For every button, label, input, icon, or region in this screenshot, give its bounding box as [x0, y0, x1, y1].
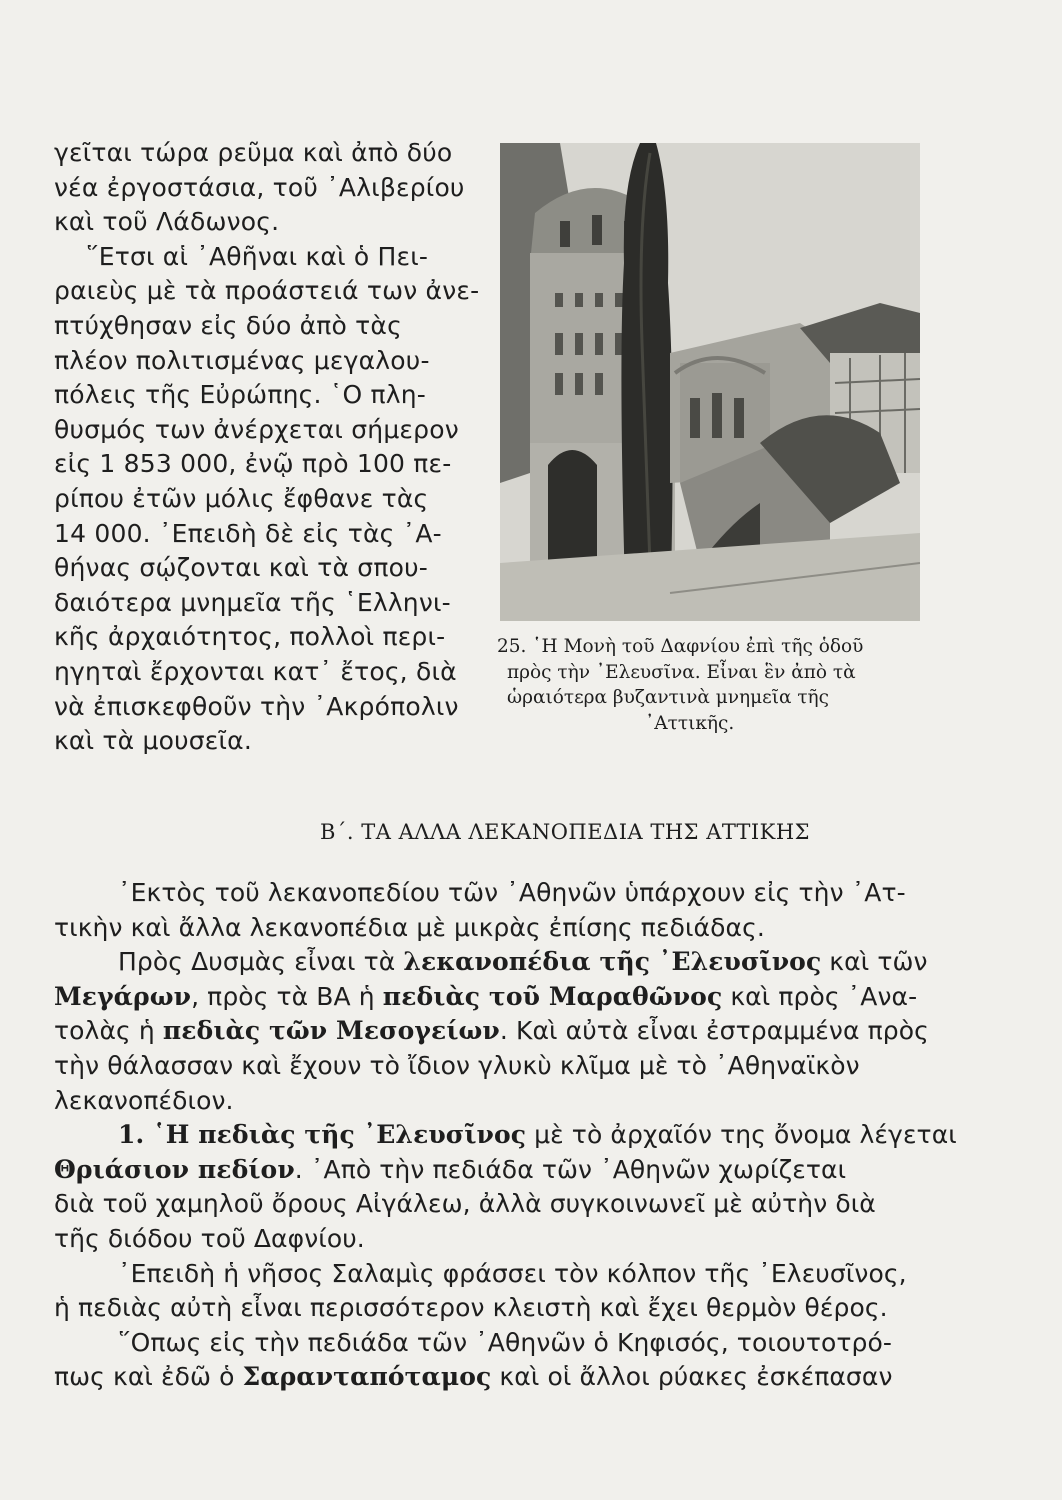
text-run: πως καὶ ἐδῶ ὁ: [54, 1362, 243, 1392]
paragraph-line: [54, 1014, 929, 1049]
bold-term: λεκανοπέδια τῆς ᾿Ελευσῖνος: [403, 947, 822, 977]
text-line: πτύχθησαν εἰς δύο ἀπὸ τὰς: [54, 310, 402, 340]
text-line: ῞Ετσι αἱ ᾿Αθῆναι καὶ ὁ Πει-: [86, 241, 429, 271]
text-line: διὰ τοῦ χαμηλοῦ ὄρους Αἰγάλεω, ἀλλὰ συγκοινωνεῖ μὲ αὐτὴν διὰ: [54, 1189, 876, 1219]
text-line: πλέον πολιτισμένας μεγαλου-: [54, 345, 430, 375]
text-line: εἰς 1 853 000, ἐνῷ πρὸ 100 πε-: [54, 449, 452, 479]
text-run: καὶ οἱ ἄλλοι ρύακες ἐσκέπασαν: [491, 1362, 893, 1392]
caption-line: πρὸς τὴν ᾿Ελευσῖνα. Εἶναι ἓν ἀπὸ τὰ: [507, 661, 856, 683]
text-line: θήνας σῴζονται καὶ τὰ σπου-: [54, 553, 428, 583]
caption-line: ὡραιότερα βυζαντινὰ μνημεῖα τῆς: [507, 687, 829, 708]
paragraph-line: [114, 1118, 957, 1153]
text-run: καὶ πρὸς ᾿Ανα-: [722, 981, 918, 1011]
caption-line: ᾿Αττικῆς.: [645, 712, 735, 734]
text-run: μὲ τὸ ἀρχαῖόν της ὄνομα λέγεται: [526, 1120, 957, 1150]
bold-term: Θριάσιον πεδίον: [54, 1154, 295, 1184]
text-line: θυσμός των ἀνέρχεται σήμερον: [54, 414, 459, 444]
figure-caption: [497, 634, 902, 736]
text-line: ῞Οπως εἰς τὴν πεδιάδα τῶν ᾿Αθηνῶν ὁ Κηφισός, τοιουτοτρό-: [118, 1327, 893, 1357]
text-line: γεῖται τώρα ρεῦμα καὶ ἀπὸ δύο: [54, 138, 453, 167]
text-line: καὶ τοῦ Λάδωνος.: [54, 207, 280, 237]
text-line: τικὴν καὶ ἄλλα λεκανοπέδια μὲ μικρὰς ἐπίσης πεδιάδας.: [54, 912, 765, 942]
text-line: τὴν θάλασσαν καὶ ἔχουν τὸ ἴδιον γλυκὺ κλῖμα μὲ τὸ ᾿Αθηναϊκὸν: [54, 1050, 860, 1080]
daphni-monastery-photo: [500, 143, 920, 621]
left-column-text: [54, 136, 480, 759]
text-run: καὶ τῶν: [821, 947, 928, 977]
text-line: τῆς διόδου τοῦ Δαφνίου.: [54, 1223, 365, 1253]
text-line: 14 000. ᾿Επειδὴ δὲ εἰς τὰς ᾿Α-: [54, 518, 442, 548]
text-line: κῆς ἀρχαιότητος, πολλοὶ περι-: [54, 622, 446, 652]
text-line: πόλεις τῆς Εὐρώπης. ῾Ο πλη-: [54, 380, 427, 410]
text-line: καὶ τὰ μουσεῖα.: [54, 726, 253, 756]
text-line: ἡ πεδιὰς αὐτὴ εἶναι περισσότερον κλειστὴ καὶ ἔχει θερμὸν θέρος.: [54, 1293, 888, 1323]
text-line: λεκανοπέδιον.: [54, 1085, 234, 1115]
text-line: νέα ἐργοστάσια, τοῦ ᾿Αλιβερίου: [54, 172, 465, 202]
paragraph-line: [54, 1153, 914, 1188]
text-line: ραιεὺς μὲ τὰ προάστειά των ἀνε-: [54, 276, 480, 306]
bold-term: πεδιὰς τῶν Μεσογείων: [162, 1016, 500, 1046]
bold-term: 1. ῾Η πεδιὰς τῆς ᾿Ελευσῖνος: [118, 1120, 527, 1150]
bold-term: Σαρανταπόταμος: [242, 1362, 492, 1392]
bold-term: Μεγάρων: [54, 981, 192, 1011]
section-heading: Β΄. ΤΑ ΑΛΛΑ ΛΕΚΑΝΟΠΕΔΙΑ ΤΗΣ ΑΤΤΙΚΗΣ: [320, 820, 811, 844]
text-line: ᾿Επειδὴ ἡ νῆσος Σαλαμὶς φράσσει τὸν κόλπον τῆς ᾿Ελευσῖνος,: [118, 1258, 907, 1288]
paragraph-line: [114, 945, 928, 980]
text-run: Πρὸς Δυσμὰς εἶναι τὰ: [118, 947, 404, 977]
text-line: ρίπου ἐτῶν μόλις ἔφθανε τὰς: [54, 483, 429, 513]
caption-line: 25. ῾Η Μονὴ τοῦ Δαφνίου ἐπὶ τῆς ὁδοῦ: [497, 636, 864, 657]
text-run: , πρὸς τὰ ΒΑ ἡ: [191, 981, 383, 1011]
text-run: . ᾿Απὸ τὴν πεδιάδα τῶν ᾿Αθηνῶν χωρίζεται: [294, 1154, 847, 1184]
paragraph-line: [54, 980, 918, 1015]
text-line: ᾿Εκτὸς τοῦ λεκανοπεδίου τῶν ᾿Αθηνῶν ὑπάρχουν εἰς τὴν ᾿Ατ-: [118, 878, 906, 907]
bold-term: πεδιὰς τοῦ Μαραθῶνος: [382, 981, 723, 1011]
paragraph-line: [54, 1360, 914, 1395]
text-line: ηγηταὶ ἔρχονται κατ᾿ ἔτος, διὰ: [54, 656, 457, 686]
text-line: νὰ ἐπισκεφθοῦν τὴν ᾿Ακρόπολιν: [54, 691, 459, 721]
body-text: [54, 876, 957, 1395]
text-run: . Καὶ αὐτὰ εἶναι ἐστραμμένα πρὸς: [499, 1016, 929, 1046]
text-run: τολὰς ἡ: [54, 1016, 163, 1046]
text-line: δαιότερα μνημεῖα τῆς ῾Ελληνι-: [54, 587, 451, 617]
